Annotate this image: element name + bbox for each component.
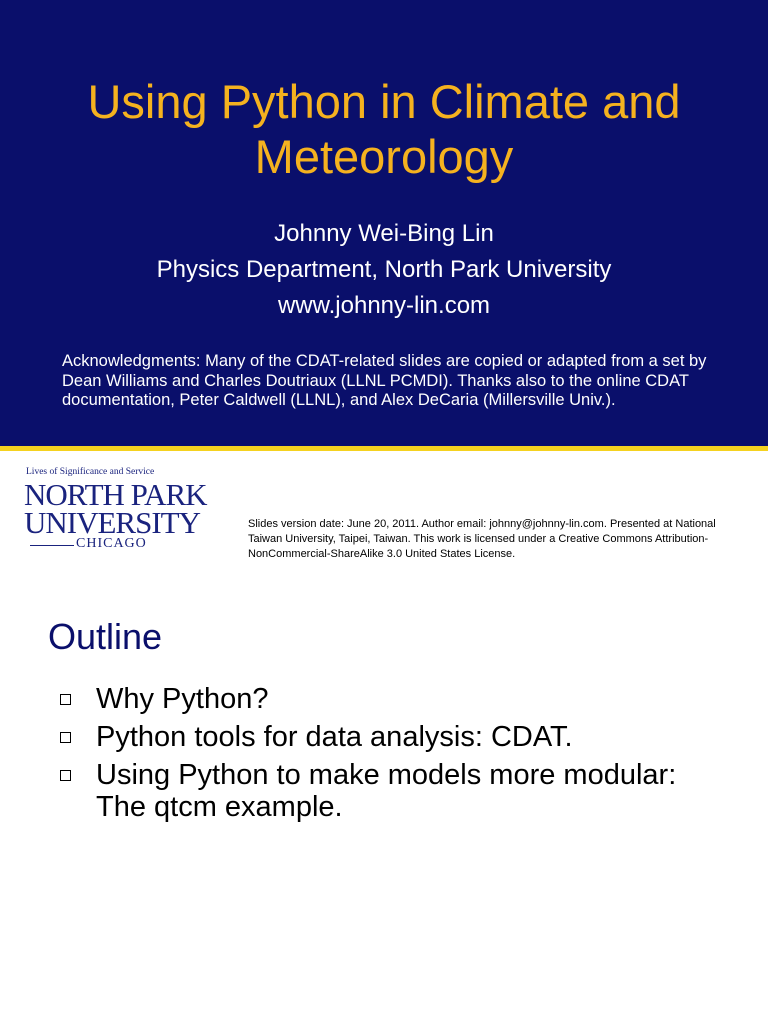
gold-divider (0, 446, 768, 451)
logo-rule (30, 545, 74, 546)
square-bullet-icon (60, 770, 71, 781)
outline-item-text: Python tools for data analysis: CDAT. (96, 721, 573, 753)
acknowledgments-text: Acknowledgments: Many of the CDAT-related slides are copied or adapted from a set by Dean Williams and Charles Doutriaux (LLNL PCMDI). Thanks also to the online CDAT documentation, Peter Caldwell (LLNL), and Alex DeCaria (Millersville Univ.). (62, 352, 707, 409)
author-name: Johnny Wei-Bing Lin (274, 220, 494, 247)
author-website: www.johnny-lin.com (277, 292, 491, 319)
north-park-university-logo (24, 464, 207, 556)
outline-item-text: Why Python? (96, 683, 269, 715)
logo-tagline: Lives of Significance and Service (26, 467, 155, 477)
outline-item-text: Using Python to make models more modular: The qtcm example. (96, 759, 677, 823)
slide-title: Using Python in Climate and Meteorology (87, 75, 681, 183)
outline-heading: Outline (48, 616, 163, 657)
outline-item (60, 759, 720, 823)
logo-line-north-park: NORTH PARK (24, 477, 207, 512)
logo-line-university: UNIVERSITY (24, 505, 200, 540)
author-block (0, 216, 768, 324)
author-affiliation: Physics Department, North Park University (156, 256, 612, 283)
outline-item (60, 683, 720, 715)
square-bullet-icon (60, 694, 71, 705)
logo-line-chicago: CHICAGO (76, 536, 147, 551)
outline-item (60, 721, 720, 753)
slides-version-note: Slides version date: June 20, 2011. Author email: johnny@johnny-lin.com. Presented at National Taiwan University, Taipei, Taiwan. This work is licensed under a Creative Commons Attribution-NonCommercial-ShareAlike 3.0 United States License. (248, 518, 716, 560)
title-slide-band (0, 0, 768, 446)
outline-list (60, 683, 720, 829)
square-bullet-icon (60, 732, 71, 743)
